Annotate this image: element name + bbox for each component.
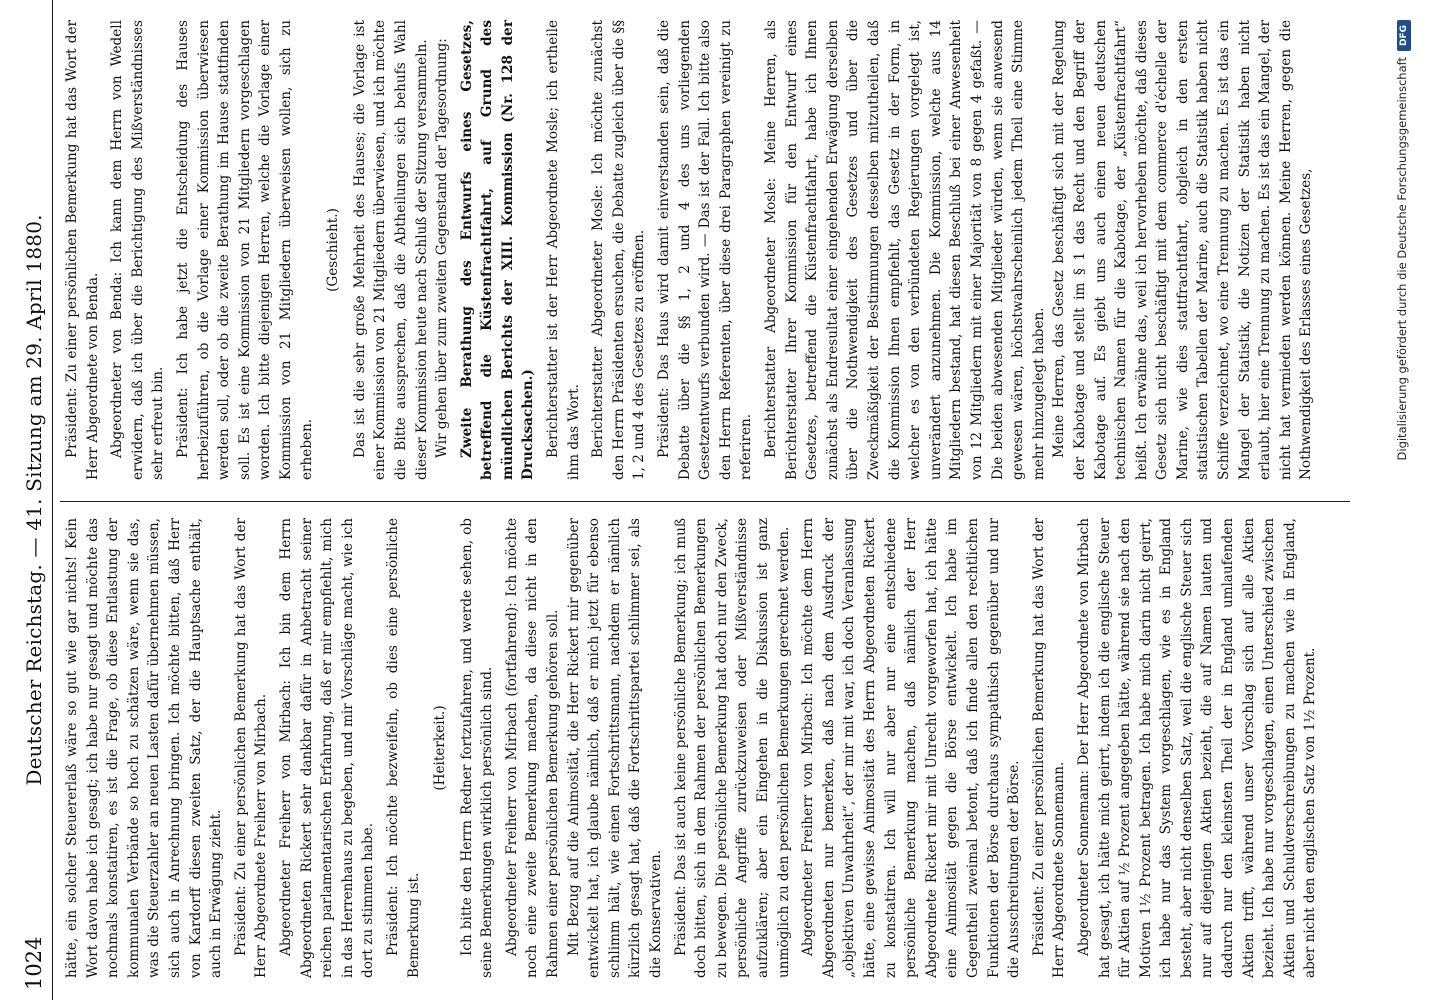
paragraph: Ich bitte den Herrn Redner fortzufahren, und werde sehen, ob seine Bemerkungen wirklich persönlich sind. <box>458 518 496 978</box>
paragraph: hätte, ein solcher Steuererlaß wäre so gut wie gar nichts! Kein Wort davon habe ich gesagt; ich habe nur gesagt und möchte das nochmals konstatiren, es ist die Frage, ob diese Entlastung der kommunalen Verbände so hoch zu schätzen wäre, wenn sie das, was die Steuerzahler an neuen Lasten dafür übernehmen müssen, sich auch in Anrechnung bringen. Ich möchte bitten, daß Herr von Kardorff diesen zweiten Satz, der die Hauptsache enthält, auch in Erwägung zieht. <box>64 518 225 978</box>
stage-direction: (Heiterkeit.) <box>432 705 449 791</box>
paragraph: Präsident: Das ist auch keine persönliche Bemerkung; ich muß doch bitten, sich in dem Rahmen der persönlichen Bemerkungen zu bewegen. Die persönliche Bemerkung hat doch nur den Zweck, persönliche Angriffe zurückzuweisen oder Mißverständnisse aufzuklären; aber ein Eingehen in die Diskussion ist ganz unmöglich zu den persönlichen Bemerkungen gerechnet werden. <box>672 518 792 978</box>
paragraph: Abgeordneter Sonnemann: Der Herr Abgeordnete von Mirbach hat gesagt, ich hätte mich geirrt, indem ich die englische Steuer für Aktien auf ½ Prozent angegeben hätte, während sie nach den Motiven 1½ Prozent betragen. Ich habe mich darin nicht geirrt, ich habe nur das System vorgeschlagen, wie es in England besteht, aber nicht denselben Satz, weil die englische Steuer sich nur auf diejenigen Aktien bezieht, die auf Namen lauten und dadurch nur den kleinsten Theil der in England umlaufenden Aktien trifft, während unser Vorschlag sich auf alle Aktien bezieht. Ich habe nur vorgeschlagen, einen Unterschied zwischen Aktien und Schuldverschreibungen zu machen wie in England, aber nicht den englischen Satz von 1½ Prozent. <box>1075 518 1319 978</box>
column-divider <box>60 501 1350 502</box>
paragraph: Präsident: Zu einer persönlichen Bemerkung hat das Wort der Herr Abgeordnete Freiherr von Mirbach. <box>232 518 270 978</box>
paragraph: Berichterstatter Abgeordneter Mosle: Meine Herren, als Berichterstatter Ihrer Kommission für den Entwurf eines Gesetzes, betreffend die Küstenfrachtfahrt, habe ich Ihnen zunächst als Endresultat einer eingehenden Erwägung derselben über die Nothwendigkeit des Gesetzes und über die Zweckmäßigkeit der Bestimmungen desselben mitzutheilen, daß die Kommission Ihnen empfiehlt, das Gesetz in der Form, in welcher es von den verbündeten Regierungen vorgelegt ist, unverändert anzunehmen. Die Kommission, welche aus 14 Mitgliedern bestand, hat diesen Beschluß bei einer Anwesenheit von 12 Mitgliedern mit einer Majorität von 8 gegen 4 gefaßt. — Die beiden abwesenden Mitglieder würden, wenn sie anwesend gewesen wären, höchstwahrscheinlich jedem Theil eine Stimme mehr hinzugelegt haben. <box>763 20 1047 480</box>
paragraph: Meine Herren, das Gesetz beschäftigt sich mit der Regelung der Kabotage und stellt im § 1 das Recht und den Begriff der Kabotage auf. Es giebt uns auch einen neuen deutschen technischen Namen für die Kabotage, der „Küstenfrachtfahrt“ heißt. Ich erwähne das, weil ich hervorheben möchte, daß dieses Gesetz sich nicht beschäftigt mit dem commerce d'échelle der Marine, wie dies stattfrachtfahrt, obgleich in den ersten statistischen Tabellen der Marine, auch die Statistik haben nicht Schiffe verzeichnet, wo eine Trennung zu machen. Es ist das ein Mangel der Statistik, die Notizen der Statistik haben nicht erlaubt, hier eine Trennung zu machen. Es ist das ein Mangel, der nicht hat vermieden werden können. Meine Herren, gegen die Nothwendigkeit des Erlasses eines Gesetzes, <box>1051 20 1315 480</box>
paragraph: Abgeordneter von Benda: Ich kann dem Herrn von Wedell erwidern, daß ich über die Berichtigung des Mißverständnisses sehr erfreut bin. <box>109 20 167 480</box>
paragraph: Präsident: Zu einer persönlichen Bemerkung hat das Wort der Herr Abgeordnete Sonnemann. <box>1030 518 1068 978</box>
paragraph: Abgeordneter Freiherr von Mirbach (fortfahrend): Ich möchte noch eine zweite Bemerkung machen, da diese nicht in den Rahmen einer persönlichen Bemerkung gehören soll. <box>503 518 562 978</box>
paragraph: Berichterstatter Abgeordneter Mosle: Ich möchte zunächst den Herrn Präsidenten ersuchen, die Debatte zugleich über die §§ 1, 2 und 4 des Gesetzes zu eröffnen. <box>590 20 648 480</box>
right-column <box>62 20 1317 480</box>
paragraph: Präsident: Zu einer persönlichen Bemerkung hat das Wort der Herr Abgeordnete von Benda. <box>64 20 101 480</box>
paragraph: Präsident: Ich möchte bezweifeln, ob dies eine persönliche Bemerkung ist. <box>384 518 422 978</box>
paragraph: Präsident: Ich habe jetzt die Entscheidung des Hauses herbeizuführen, ob die Vorlage einer Kommission überwiesen werden soll, oder ob die zweite Berathung im Hause stattfinden soll. Es ist eine Kommission von 21 Mitgliedern vorgeschlagen worden. Ich bitte diejenigen Herren, welche die Vorlage einer Kommission von 21 Mitgliedern überweisen wollen, sich zu erheben. <box>174 20 315 480</box>
paragraph: Abgeordneter Freiherr von Mirbach: Ich möchte dem Herrn Abgeordneten nur bemerken, daß nach dem Ausdruck der „objektiven Unwahrheit“, der mir mit war, ich doch Veranlassung hätte, eine gewisse Animosität des Herrn Abgeordneten Rickert zu konstatiren. Ich will nur aber nur eine entschiedene persönliche Bemerkung machen, daß nämlich der Herr Abgeordnete Rickert mir mit Unrecht vorgeworfen hat, ich hätte eine Animosität gegen die Börse entwickelt. Ich habe im Gegentheil zweimal betont, daß ich finde allen den rechtlichen Funktionen der Börse durchaus sympathisch gegenüber und nur die Ausschreitungen der Börse. <box>800 518 1023 978</box>
paragraph: Abgeordneter Freiherr von Mirbach: Ich bin dem Herrn Abgeordneten Rickert sehr dankbar dafür in Anbetracht seiner reichen parlamentarischen Erfahrung, daß er mir empfiehlt, mich in das Herrenhaus zu begeben, und mir Vorschläge macht, wie ich dort zu stimmen habe. <box>277 518 377 978</box>
paragraph: Präsident: Das Haus wird damit einverstanden sein, daß die Debatte über die §§ 1, 2 und 4 des uns vorliegenden Gesetzentwurfs verbunden wird. — Das ist der Fall. Ich bitte also den Herrn Referenten, über diese drei Paragraphen vereinigt zu referiren. <box>656 20 755 480</box>
running-title: Deutscher Reichstag. — 41. Sitzung am 29. April 1880. <box>22 214 46 786</box>
page-number: 1024 <box>22 936 46 990</box>
digitization-text: Digitalisierung gefördert durch die Deutsche Forschungsgemeinschaft <box>1395 57 1409 461</box>
left-column <box>62 518 1321 978</box>
page-header <box>8 0 53 1000</box>
dfg-logo: DFG <box>1397 20 1411 51</box>
paragraph: Wir gehen über zum zweiten Gegenstand der Tagesordnung: <box>434 38 451 458</box>
agenda-item: Zweite Berathung des Entwurfs eines Gesetzes, betreffend die Küstenfrachtfahrt, auf Grund des mündlichen Berichts der XIII. Kommission (Nr. 128 der Drucksachen.) <box>458 20 537 480</box>
digitization-note <box>1395 20 1411 880</box>
paragraph: Mit Bezug auf die Animosität, die Herr Rickert mir gegenüber entwickelt hat, ich glaube nämlich, daß er mich jetzt für ebenso schlimm hält, wie einen Fortschrittsmann, nachdem er nämlich kürzlich gesagt hat, daß die Fortschrittspartei schlimmer sei, als die Konservativen. <box>565 518 665 978</box>
paragraph: Das ist die sehr große Mehrheit des Hauses; die Vorlage ist einer Kommission von 21 Mitgliedern überwiesen, und ich möchte die Bitte aussprechen, daß die Abtheilungen sich behufs Wahl dieser Kommission heute nach Schluß der Sitzung versammeln. <box>351 20 430 480</box>
stage-direction: (Geschieht.) <box>325 208 342 292</box>
paragraph: Berichterstatter ist der Herr Abgeordnete Mosle; ich ertheile ihm das Wort. <box>545 20 582 480</box>
